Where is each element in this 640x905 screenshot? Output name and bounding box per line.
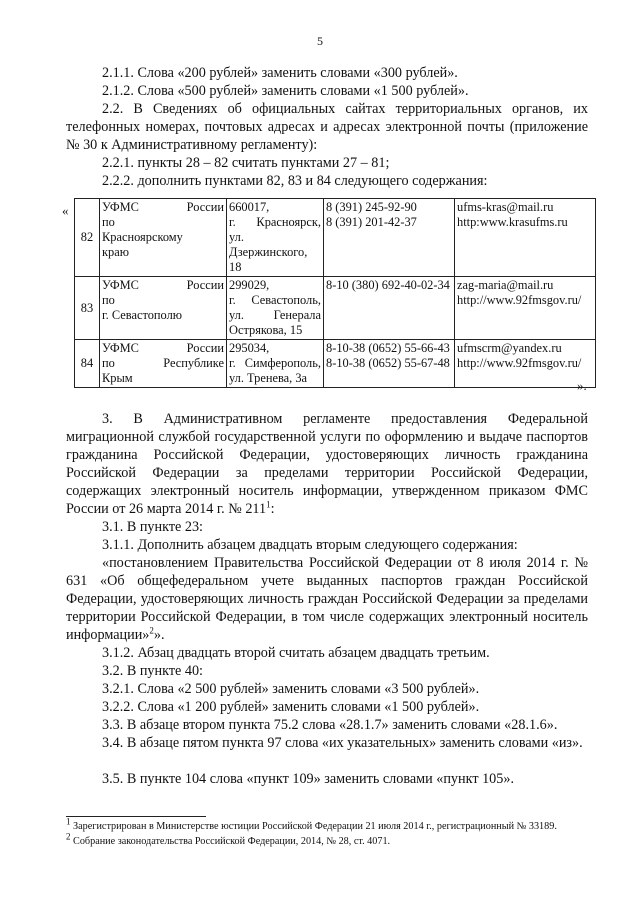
footnote-2: $^2$ Собрание законодательства Российской Федерации, 2014, № 28, ст. 4071. bbox=[66, 831, 391, 847]
office-name: УФМС России по Красноярскому краю bbox=[100, 199, 227, 277]
table-close-quote: ». bbox=[577, 378, 587, 393]
postal-address: 660017, г. Красноярск, ул. Дзержинского, 18 bbox=[227, 199, 324, 277]
row-number: 82 bbox=[75, 199, 100, 277]
paragraph-3-3: 3.3. В абзаце втором пункта 75.2 слова «28.1.7» заменить словами «28.1.6». bbox=[102, 717, 558, 733]
paragraph-3-2-2: 3.2.2. Слова «1 200 рублей» заменить словами «1 500 рублей». bbox=[102, 699, 480, 715]
footnote-1: $^1$ Зарегистрирован в Министерстве юстиции Российской Федерации 21 июля 2014 г., регистрационный № 33189. bbox=[66, 816, 557, 832]
email-and-site bbox=[455, 277, 596, 340]
phone-numbers: 8 (391) 245-92-90 8 (391) 201-42-37 bbox=[324, 199, 455, 277]
email-and-site bbox=[455, 340, 596, 388]
site-link[interactable]: http:www.krasufms.ru bbox=[457, 215, 568, 229]
page-number: 5 bbox=[317, 34, 323, 48]
paragraph-2-1-1: 2.1.1. Слова «200 рублей» заменить словами «300 рублей». bbox=[102, 65, 458, 81]
paragraph-3-1-2: 3.1.2. Абзац двадцать второй считать абзацем двадцать третьим. bbox=[102, 645, 490, 661]
paragraph-2-1-2: 2.1.2. Слова «500 рублей» заменить словами «1 500 рублей». bbox=[102, 83, 469, 99]
table-row bbox=[75, 277, 596, 340]
paragraph-3-4: 3.4. В абзаце пятом пункта 97 слова «их указательных» заменить словами «из». bbox=[102, 735, 583, 751]
paragraph-3-5: 3.5. В пункте 104 слова «пункт 109» заменить словами «пункт 105». bbox=[102, 771, 514, 787]
email-link[interactable]: zag-maria@mail.ru bbox=[457, 278, 554, 292]
offices-table bbox=[74, 198, 596, 388]
paragraph-3-2: 3.2. В пункте 40: bbox=[102, 663, 203, 679]
paragraph-3-1: 3.1. В пункте 23: bbox=[102, 519, 203, 535]
office-name: УФМС России по Республике Крым bbox=[100, 340, 227, 388]
phone-numbers: 8-10-38 (0652) 55-66-43 8-10-38 (0652) 55-67-48 bbox=[324, 340, 455, 388]
paragraph-3: 3. В Административном регламенте предоставления Федеральной миграционной службой государственной услуги по оформлению и выдаче паспортов гражданина Российской Федерации, удостоверяющих личность гражданина Российской Федерации за пределами территории Российской Федерации, содержащих электронный носитель информации, утвержденном приказом ФМС России от 26 марта 2014 г. № $211^1$: bbox=[66, 411, 588, 517]
paragraph-3-1-1: 3.1.1. Дополнить абзацем двадцать вторым следующего содержания: bbox=[102, 537, 518, 553]
email-link[interactable]: ufms-kras@mail.ru bbox=[457, 200, 554, 214]
footnote-divider bbox=[66, 816, 206, 817]
paragraph-2-2: 2.2. В Сведениях об официальных сайтах территориальных органов, их телефонных номерах, почтовых адресах и адресах электронной почты (приложение № 30 к Административному регламенту): bbox=[66, 101, 588, 153]
paragraph-quote: «постановлением Правительства Российской Федерации от 8 июля 2014 г. № 631 «Об общефедеральном учете выданных паспортов граждан Российской Федерации, удостоверяющих личность граждан Российской Федерации за пределами территории Российской Федерации, в том числе содержащих электронный носитель информации»$^2$». bbox=[66, 555, 588, 643]
postal-address: 295034, г. Симферополь, ул. Тренева, 3а bbox=[227, 340, 324, 388]
phone-numbers: 8-10 (380) 692-40-02-34 bbox=[324, 277, 455, 340]
row-number: 83 bbox=[75, 277, 100, 340]
paragraph-2-2-2: 2.2.2. дополнить пунктами 82, 83 и 84 следующего содержания: bbox=[102, 173, 488, 189]
table-row bbox=[75, 340, 596, 388]
paragraph-2-2-1: 2.2.1. пункты 28 – 82 считать пунктами 27 – 81; bbox=[102, 155, 390, 171]
postal-address: 299029, г. Севастополь, ул. Генерала Острякова, 15 bbox=[227, 277, 324, 340]
site-link[interactable]: http://www.92fmsgov.ru/ bbox=[457, 293, 582, 307]
office-name: УФМС России по г. Севастополю bbox=[100, 277, 227, 340]
site-link[interactable]: http://www.92fmsgov.ru/ bbox=[457, 356, 582, 370]
row-number: 84 bbox=[75, 340, 100, 388]
paragraph-3-2-1: 3.2.1. Слова «2 500 рублей» заменить словами «3 500 рублей». bbox=[102, 681, 480, 697]
table-open-quote: « bbox=[62, 203, 69, 218]
table-row bbox=[75, 199, 596, 277]
email-link[interactable]: ufmscrm@yandex.ru bbox=[457, 341, 562, 355]
email-and-site bbox=[455, 199, 596, 277]
